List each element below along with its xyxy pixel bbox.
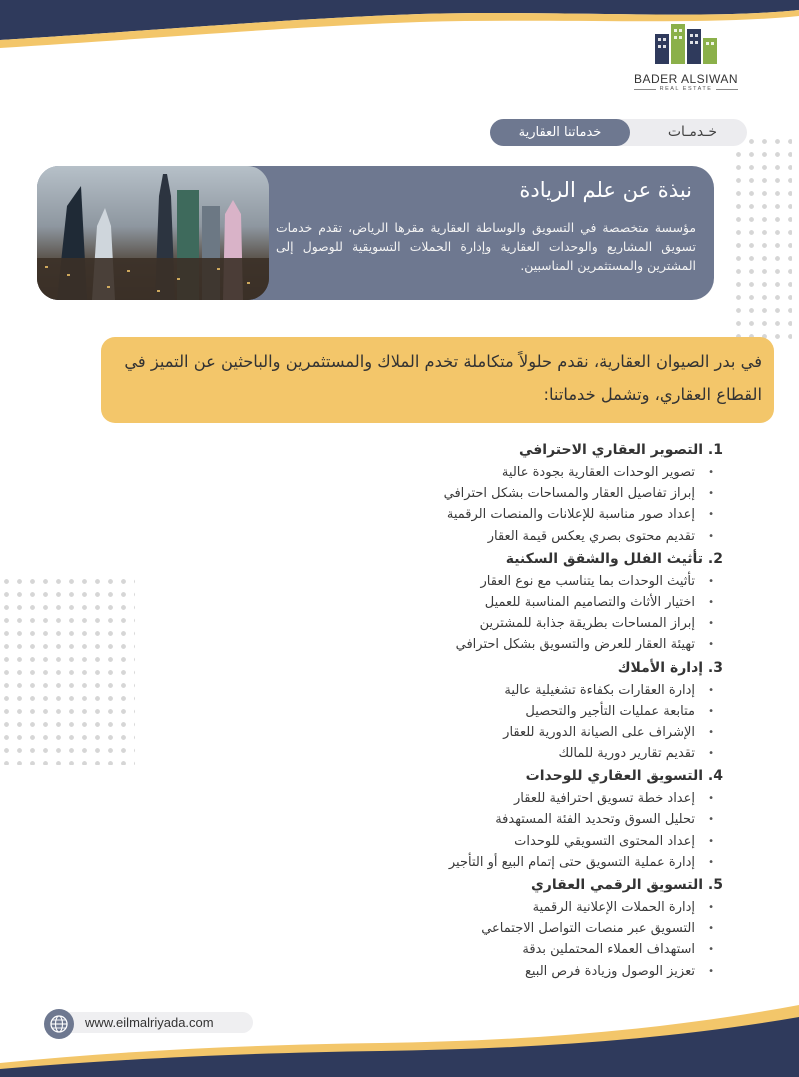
dot-pattern-right — [732, 135, 792, 345]
website-link[interactable]: www.eilmalriyada.com — [85, 1015, 214, 1030]
tagline-divider — [716, 89, 738, 90]
service-title: 5. التسويق الرقمي العقاري — [530, 877, 723, 893]
service-item: • الإشراف على الصيانة الدورية للعقار — [223, 722, 723, 743]
service-section — [223, 656, 723, 765]
intro-text: في بدر الصيوان العقارية، نقدم حلولاً متكاملة تخدم الملاك والمستثمرين والباحثين عن التميز في القطاع العقاري، وتشمل خدماتنا: — [124, 352, 762, 404]
buildings-logo-icon — [651, 20, 721, 66]
service-item: • إدارة العقارات بكفاءة تشغيلية عالية — [223, 680, 723, 701]
service-section — [223, 547, 723, 656]
about-card — [37, 166, 714, 300]
service-item: • إعداد خطة تسويق احترافية للعقار — [223, 788, 723, 809]
service-item: • متابعة عمليات التأجير والتحصيل — [223, 701, 723, 722]
service-section — [223, 873, 723, 982]
brand-tagline: REAL ESTATE — [659, 86, 713, 92]
service-title: 3. إدارة الأملاك — [617, 659, 723, 676]
service-item: • إدارة عملية التسويق حتى إتمام البيع أو التأجير — [223, 852, 723, 873]
breadcrumb-section[interactable]: خـدمـات — [667, 124, 717, 140]
skyline-illustration — [37, 166, 269, 300]
service-section — [223, 764, 723, 873]
dot-pattern-left — [0, 575, 135, 765]
breadcrumb-current-page[interactable]: خدماتنا العقارية — [490, 119, 630, 146]
service-item: • إبراز تفاصيل العقار والمساحات بشكل احترافي — [223, 483, 723, 504]
service-item: • تحليل السوق وتحديد الفئة المستهدفة — [223, 809, 723, 830]
service-section — [223, 438, 723, 547]
service-item: • إعداد صور مناسبة للإعلانات والمنصات الرقمية — [223, 504, 723, 525]
about-description: مؤسسة متخصصة في التسويق والوساطة العقارية مقرها الرياض، تقدم خدمات تسويق المشاريع والوحدات العقارية وإدارة الحملات التسويقية للوصول إلى المشترين والمستثمرين المناسبين. — [276, 220, 696, 273]
service-item: • إعداد المحتوى التسويقي للوحدات — [223, 831, 723, 852]
riyadh-skyline-photo — [37, 166, 269, 300]
service-item: • تصوير الوحدات العقارية بجودة عالية — [223, 462, 723, 483]
service-item: • التسويق عبر منصات التواصل الاجتماعي — [223, 918, 723, 939]
service-item: • تهيئة العقار للعرض والتسويق بشكل احترافي — [223, 634, 723, 655]
service-item: • اختيار الأثاث والتصاميم المناسبة للعميل — [223, 592, 723, 613]
service-item: • تعزيز الوصول وزيادة فرص البيع — [223, 961, 723, 982]
service-item: • تقديم تقارير دورية للمالك — [223, 743, 723, 764]
service-title: 1. التصوير العقاري الاحترافي — [518, 442, 723, 458]
brand-tagline-row — [631, 86, 741, 92]
service-item: • تأثيث الوحدات بما يتناسب مع نوع العقار — [223, 571, 723, 592]
services-list — [223, 438, 723, 982]
service-item: • استهداف العملاء المحتملين بدقة — [223, 939, 723, 960]
brand-logo — [631, 20, 741, 100]
service-item: • تقديم محتوى بصري يعكس قيمة العقار — [223, 526, 723, 547]
service-title: 2. تأثيث الفلل والشقق السكنية — [505, 550, 723, 567]
service-item: • إبراز المساحات بطريقة جذابة للمشترين — [223, 613, 723, 634]
bottom-wave-decoration — [0, 997, 799, 1077]
about-title: نبذة عن علم الريادة — [519, 178, 692, 202]
breadcrumb — [490, 119, 747, 146]
tagline-divider — [634, 89, 656, 90]
brand-name: BADER ALSIWAN — [633, 72, 739, 86]
intro-callout — [101, 337, 774, 423]
service-title: 4. التسويق العقاري للوحدات — [525, 768, 723, 785]
service-item: • إدارة الحملات الإعلانية الرقمية — [223, 897, 723, 918]
